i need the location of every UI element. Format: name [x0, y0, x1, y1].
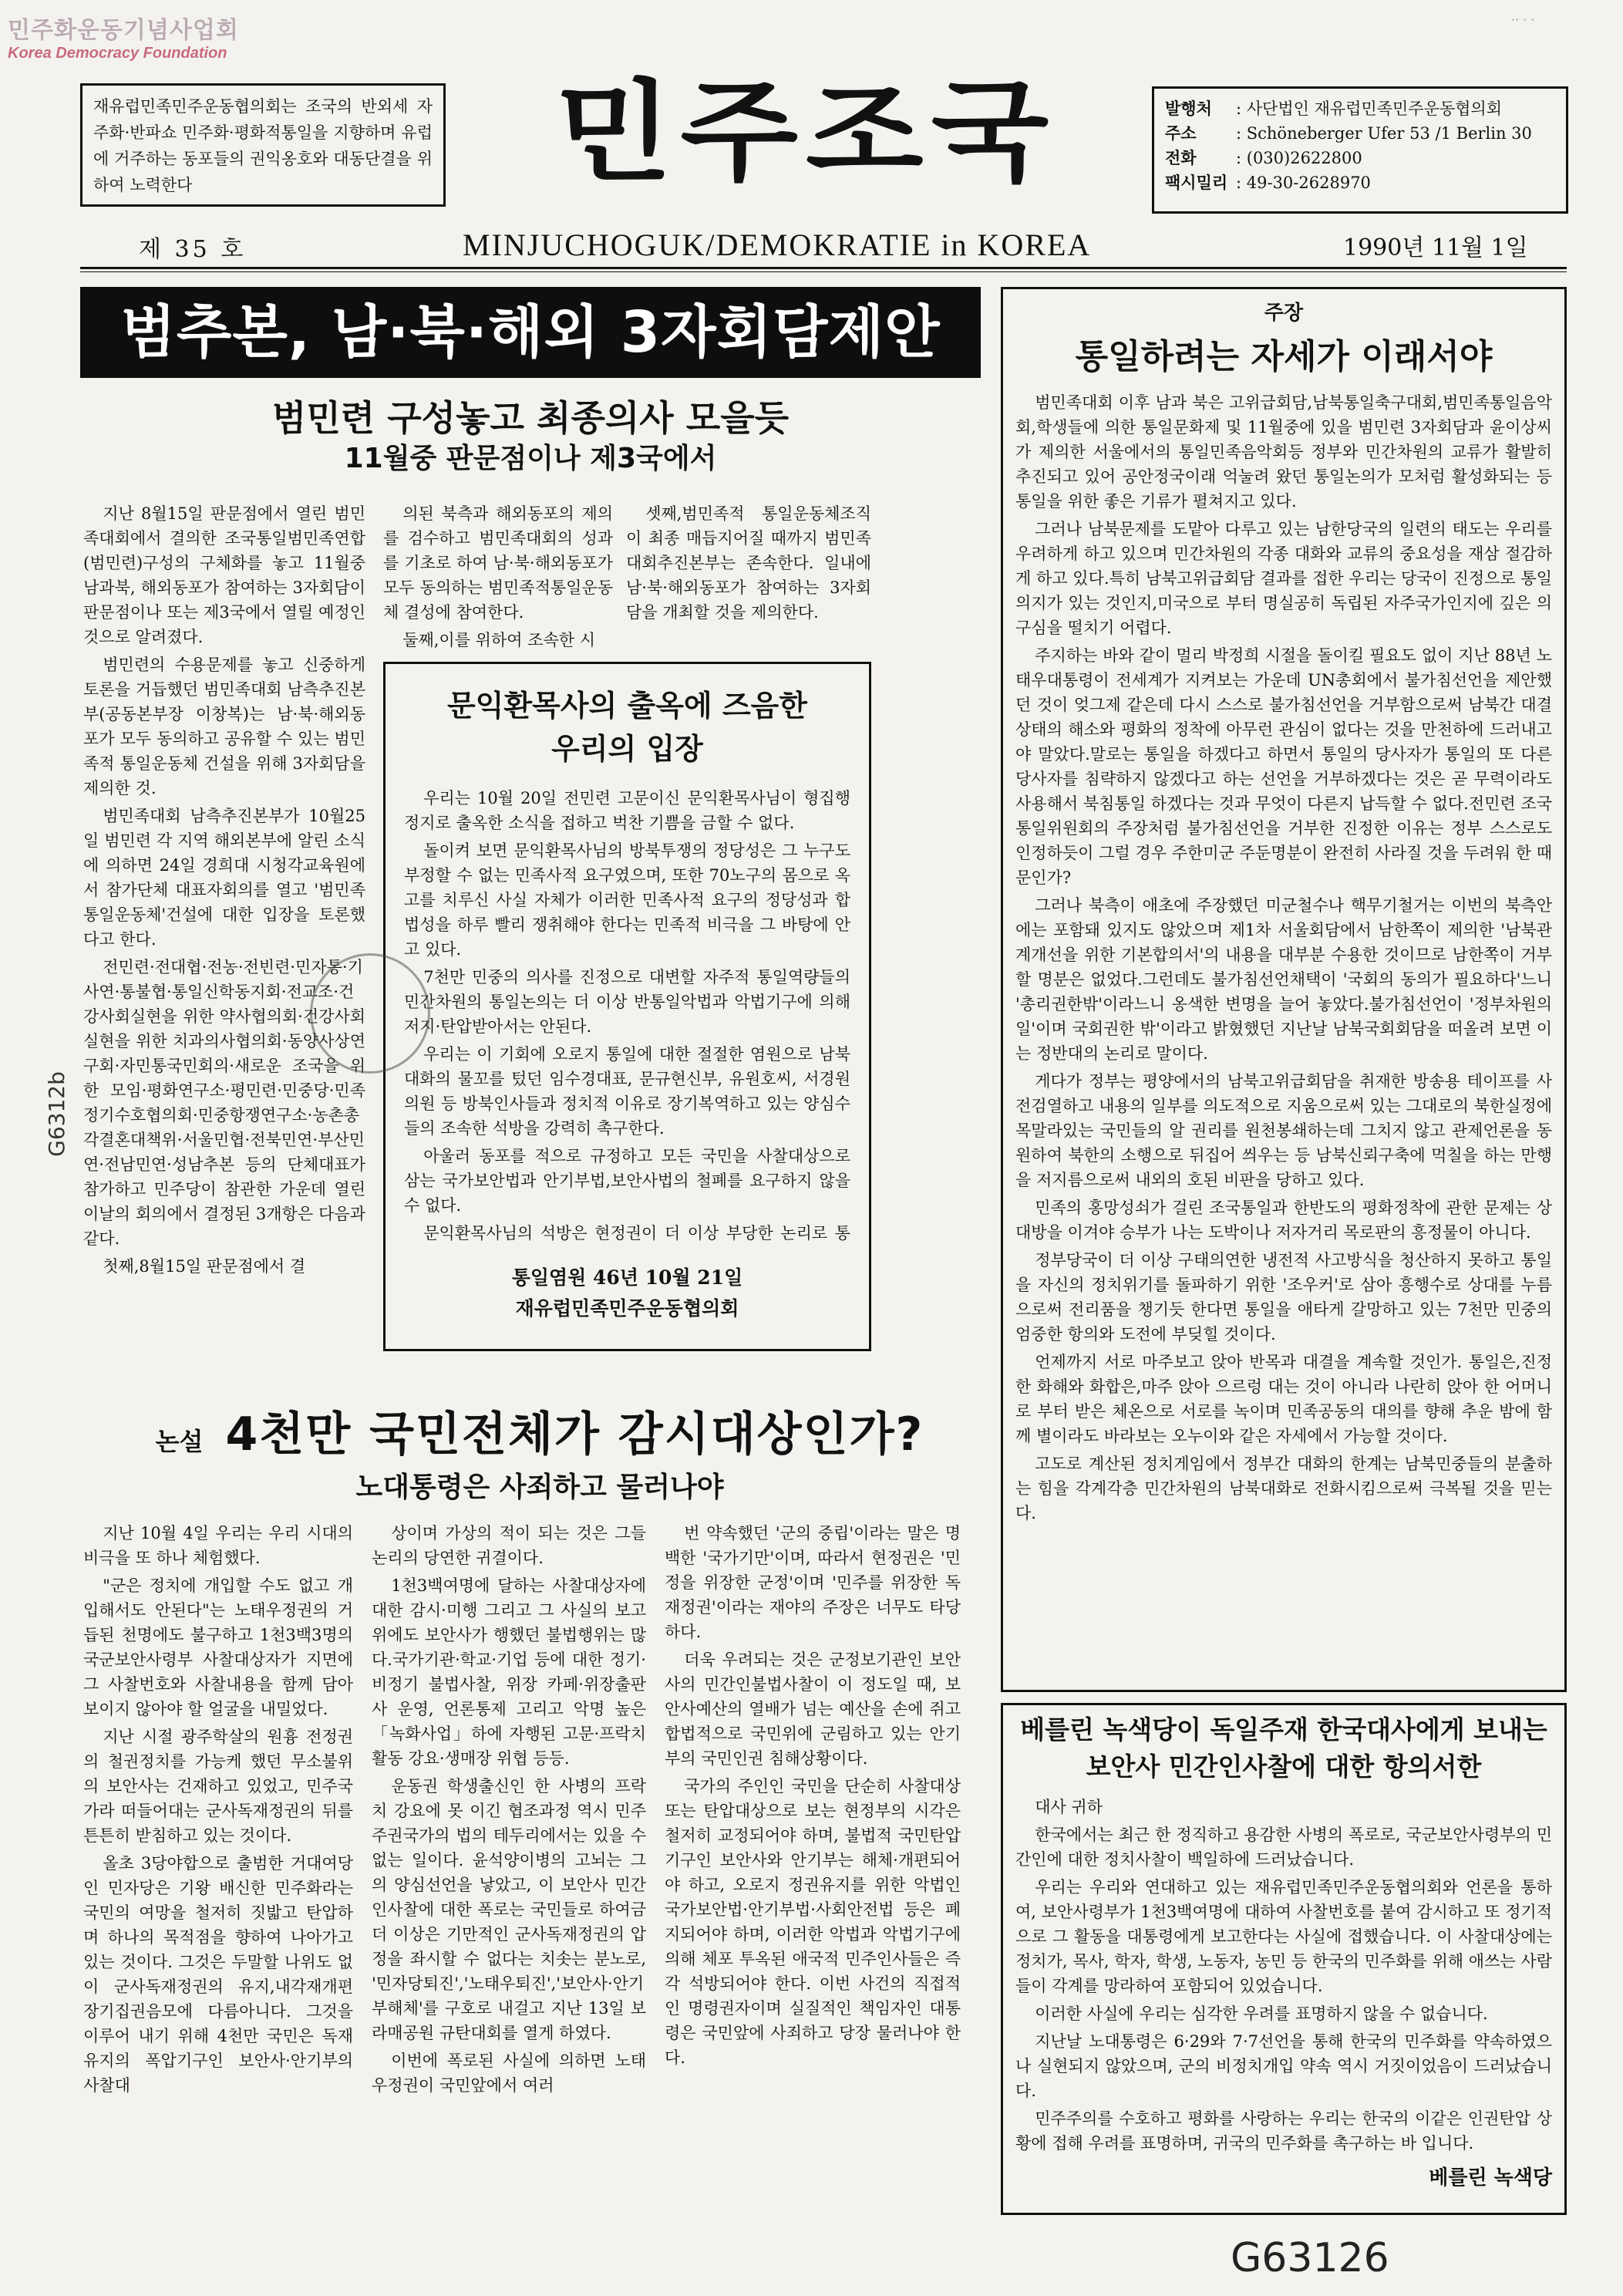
phone-row: 전화 : (030)2622800 — [1165, 148, 1362, 167]
editorial-title: 4천만 국민전체가 감시대상인가? — [225, 1408, 924, 1462]
lead-subhead: 범민련 구성놓고 최종의사 모을듯 — [271, 397, 790, 439]
lead-headline: 범추본, 남·북·해외 3자회담제안 — [80, 287, 981, 378]
lead-column-2: 의된 북측과 해외동포의 제의를 검수하고 범민족대회의 성과를 기초로 하여 남·북·해외동포가 모두 동의하는 범민족적통일운동체 결성에 참여한다. 둘째,이를 위하여 조속한 시 — [383, 504, 613, 649]
editorial-column-2: 상이며 가상의 적이 되는 것은 그들 논리의 당연한 귀결이다. 1천3백여명에 달하는 사찰대상자에 대한 감시·미행 그리고 그 사실의 보고위에도 보안사가 행했던 불법행위는 많다.국가기관·학교·기업 등에 대한 정기·비정기 불법사찰, 위장 카페·위장출판사 운영, 언론통제 고리고 악명 높은 「녹화사업」하에 자행된 고문·프락치활동 강요·생매장 위협 등등. 운동권 학생출신인 한 사병의 프락치 강요에 못 이긴 협조과정 역시 민주주권국가의 법의 테두리에서는 있을 수 없는 일이다. 윤석양이병의 고뇌는 그의 양심선언을 낳았고, 이 보안사 민간인사찰에 대한 폭로는 국민들로 하여금 더 이상은 기만적인 군사독재정권의 압정을 좌시할 수 없다는 치솟는 분노로, '민자당퇴진','노태우퇴진','보안사·안기부해체'를 구호로 내걸고 지난 13일 보라매공원 규탄대회를 열게 하였다. 이번에 폭로된 사실에 의하면 노태우정권이 국민앞에서 여러 — [372, 1524, 646, 2095]
mission-statement: 재유럽민족민주운동협의회는 조국의 반외세 자주화·반파쇼 민주화·평화적통일을 지향하며 유럽에 거주하는 동포들의 권익옹호와 대동단결을 위하여 노력한다 — [80, 83, 446, 207]
publisher-info — [1152, 86, 1568, 214]
address-row: 주소 : Schöneberger Ufer 53 /1 Berlin 30 — [1165, 123, 1532, 143]
foundation-watermark: 민주화운동기념사업회 — [8, 17, 239, 44]
editorial-header — [85, 1397, 995, 1464]
opinion-title: 통일하려는 자세가 이래서야 — [1075, 337, 1493, 376]
opinion-tag: 주장 — [1264, 302, 1304, 325]
foundation-watermark-english: Korea Democracy Foundation — [8, 45, 227, 62]
fax-row: 팩시밀리 : 49-30-2628970 — [1165, 173, 1371, 192]
statement-title: 문익환목사의 출옥에 즈음한 — [447, 689, 807, 723]
editorial-column-1: 지난 10월 4일 우리는 우리 시대의 비극을 또 하나 체험했다. "군은 정치에 개입할 수도 없고 개입해서도 안된다"는 노태우정권의 거듭된 천명에도 불구하고 1천3백3명의 국군보안사령부 사찰대상자가 지면에 그 사찰번호와 사찰내용을 함께 담아 보이지 않아야 할 얼굴을 내밀었다. 지난 시절 광주학살의 원흉 전정권의 철권정치를 가능케 했던 무소불위의 보안사는 건재하고 있었고, 민주국가라 떠들어대는 군사독재정권의 뒤를 튼튼히 받침하고 있는 것이다. 올초 3당야합으로 출범한 거대여당인 민자당은 기왕 배신한 민주화라는 국민의 여망을 철저히 짓밟고 탄압하며 하나의 목적점을 향하여 나아가고 있는 것이다. 그것은 두말할 나위도 없이 군사독재정권의 유지,내각재개편 장기집권음모에 다름아니다. 그것을 이루어 내기 위해 4천만 국민은 독재유지의 폭압기구인 보안사·안기부의 사찰대 — [83, 1524, 353, 2095]
letter-body: 대사 귀하 한국에서는 최근 한 정직하고 용감한 사병의 폭로로, 국군보안사령부의 민간인에 대한 정치사찰이 백일하에 드러났습니다. 우리는 우리와 연대하고 있는 재유럽민족민주운동협의회와 언론을 통하여, 보안사령부가 1천3백여명에 대하여 사찰번호를 붙여 감시하고 또 정기적으로 그 활동을 대통령에게 보고한다는 사실에 접했습니다. 이 사찰대상에는 정치가, 목사, 학자, 학생, 노동자, 농민 등 한국의 민주화를 위해 애쓰는 사람들이 각계를 망라하여 포함되어 있었습니다. 이러한 사실에 우리는 심각한 우려를 표명하지 않을 수 없습니다. 지난날 노대통령은 6·29와 7·7선언을 통해 한국의 민주화를 약속하였으나 실현되지 않았으며, 군의 비정치개입 약속 역시 거짓이었음이 드러났습니다. 민주주의를 수호하고 평화를 사랑하는 우리는 한국의 이같은 인권탄압 상황에 접해 우려를 표명하며, 귀국의 민주화를 촉구하는 바 입니다. — [1015, 1798, 1552, 2153]
publisher-row: 발행처 : 사단법인 재유럽민족민주운동협의회 — [1165, 99, 1503, 118]
statement-body: 우리는 10월 20일 전민련 고문이신 문익환목사님이 형집행정지로 출옥한 소식을 접하고 벅찬 기쁨을 금할 수 없다. 돌이켜 보면 문익환목사님의 방북투쟁의 정당성은 그 누구도 부정할 수 없는 민족사적 요구였으며, 또한 70노구의 몸으로 옥고를 치루신 사실 자체가 이러한 민족사적 요구의 정당성과 합법성을 하루 빨리 쟁취해야 한다는 민족적 비극을 그 바탕에 안고 있다. 7천만 민중의 의사를 진정으로 대변할 자주적 통일역량들의 민간차원의 통일논의는 더 이상 반통일악법과 악법기구에 의해 저지·탄압받아서는 안된다. 우리는 이 기회에 오로지 통일에 대한 절절한 염원으로 남북대화의 물꼬를 텄던 임수경대표, 문규현신부, 유원호씨, 서경원의원 등 방북인사들과 정치적 이유로 장기복역하고 있는 양심수들의 조속한 석방을 강력히 촉구한다. 아울러 동포를 적으로 규정하고 모든 국민을 사찰대상으로 삼는 국가보안법과 안기부법,보안사법의 철폐를 요구하지 않을 수 없다. 문익환목사님의 석방은 현정권이 더 이상 부당한 논리로 통 — [404, 789, 850, 1242]
masthead-rule — [80, 267, 1567, 269]
editorial-tag: 논설 — [155, 1427, 204, 1456]
lead-column-3: 셋째,범민족적 통일운동체조직이 최종 매듭지어질 때까지 범민족대회추진본부는 존속한다. 일내에 남·북·해외동포가 참여하는 3자회담을 개최할 것을 제의한다. — [626, 504, 871, 622]
masthead-english: MINJUCHOGUK/DEMOKRATIE in KOREA — [463, 228, 1092, 262]
archive-stamp — [310, 953, 430, 1074]
letter-title: 베를린 녹색당이 독일주재 한국대사에게 보내는 — [1020, 1714, 1547, 1745]
handwritten-archive-number-bottom: G63126 — [1231, 2235, 1389, 2281]
statement-title-2: 우리의 입장 — [551, 732, 703, 766]
editorial-subtitle: 노대통령은 사죄하고 물러나야 — [355, 1472, 724, 1503]
letter-signature: 베를린 녹색당 — [1429, 2166, 1552, 2190]
editorial-column-3: 번 약속했던 '군의 중립'이라는 말은 명백한 '국가기만'이며, 따라서 현정권은 '민정을 위장한 군정'이며 '민주를 위장한 독재정권'이라는 재야의 주장은 너무도 타당하다. 더욱 우려되는 것은 군정보기관인 보안사의 민간인불법사찰이 이 정도일 때, 보안사예산의 열배가 넘는 예산을 손에 쥐고 합법적으로 국민위에 군림하고 있는 안기부의 국민인권 침해상황이다. 국가의 주인인 국민을 단순히 사찰대상 또는 탄압대상으로 보는 현정부의 시각은 철저히 교정되어야 하며, 불법적 국민탄압기구인 보안사와 안기부는 해체·개편되어야 하고, 오로지 정권유지를 위한 악법인 국가보안법·안기부법·사회안전법 등은 폐지되어야 하며, 이러한 악법과 악법기구에 의해 체포 투옥된 애국적 민주인사들은 즉각 석방되어야 한다. 이번 사건의 직접적인 명령권자이며 실질적인 책임자인 대통령은 국민앞에 사죄하고 당장 물러나야 한다. — [665, 1524, 961, 2067]
statement-box — [383, 662, 871, 1351]
letter-title-2: 보안사 민간인사찰에 대한 항의서한 — [1086, 1752, 1482, 1782]
statement-org: 재유럽민족민주운동협의회 — [515, 1297, 739, 1320]
lead-column-1: 지난 8월15일 판문점에서 열린 범민족대회에서 결의한 조국통일범민족연합(범민련)구성의 구체화를 놓고 11월중 남과북, 해외동포가 참여하는 3자회담이 판문점이나 또는 제3국에서 열릴 예정인 것으로 알려졌다. 범민련의 수용문제를 놓고 신중하게 토론을 거듭했던 범민족대회 남측추진본부(공동본부장 이창복)는 남·북·해외동포가 모두 동의하고 공유할 수 있는 범민족적 통일운동체 건설을 위해 3자회담을 제의한 것. 범민족대회 남측추진본부가 10월25일 범민련 각 지역 해외본부에 알린 소식에 의하면 24일 경희대 시청각교육원에서 참가단체 대표자회의를 열고 '범민족통일운동체'건설에 대한 입장을 토론했다고 한다. 전민련·전대협·전농·전빈련·민자통·기사연·통불협·통일신학동지회·전교조·건강사회실현을 위한 약사협의회·건강사회실현을 위한 치과의사협의회·동양사상연구회·자민통국민회의·새로운 조국을 위한 모임·평화연구소·평민련·민중당·민족정기수호협의회·민중항쟁연구소·농촌총각결혼대책위·서울민협·전북민연·부산민연·전남민연·성남추본 등의 단체대표가 참가하고 민주당이 참관한 가운데 열린 이날의 회의에서 결정된 3개항은 다음과 같다. 첫째,8월15일 판문점에서 결 — [83, 504, 365, 1276]
issue-date: 1990년 11월 1일 — [1343, 234, 1528, 261]
opinion-body: 범민족대회 이후 남과 북은 고위급회담,남북통일축구대회,범민족통일음악회,학생들에 의한 통일문화제 및 11월중에 있을 범민련 3자회담과 윤이상씨가 제의한 서울에서의 통일민족음악회등 정부와 민간차원의 교류가 활발히 추진되고 있어 공안정국이래 억눌려 왔던 통일논의가 모처럼 활성화되는 등 통일을 위한 좋은 기류가 펼쳐지고 있다. 그러나 남북문제를 도맡아 다루고 있는 남한당국의 일련의 태도는 우리를 우려하게 하고 있으며 민간차원의 각종 대화와 교류의 중요성을 재삼 절감하게 하고 있다.특히 남북고위급회담 결과를 접한 우리는 당국이 진정으로 통일의지가 있는 것인지,미국으로 부터 명실공히 독립된 자주국가인지에 깊은 의구심을 떨치기 어렵다. 주지하는 바와 같이 멀리 박정희 시절을 돌이킬 필요도 없이 지난 88년 노태우대통령이 전세계가 지켜보는 가운데 UN총회에서 불가침선언을 제안했던 것이 엊그제 같은데 다시 스스로 불가침선언을 거부함으로써 남북간 대결상태의 해소와 평화의 정착에 아무런 관심이 없다는 것을 만천하에 드러내고야 말았다.말로는 통일을 하겠다고 하면서 통일의 당사자가 통일의 또 다른 당사자를 침략하지 않겠다고 하는 선언을 거부하겠다는 것은 곧 무력이라도 사용해서 북침통일 하겠다는 것과 무엇이 다른지 납득할 수 없다.전민련 조국통일위원회의 주장처럼 불가침선언을 거부한 진정한 이유는 정부 스스로도 인정하듯이 그럴 경우 주한미군 주둔명분이 완전히 사라질 것을 두려워 한 때문인가? 그러나 북측이 애초에 주장했던 미군철수나 핵무기철거는 이번의 북측안에는 포함돼 있지도 않았으며 제1차 서울회담에서 남한쪽이 제의한 '남북관계개선을 위한 기본합의서'의 내용을 대부분 수용한 것이므로 남한쪽이 거부할 명분은 없었다.그런데도 불가침선언채택이 '국회의 동의가 필요하다'느니 '총리권한밖'이라느니 옹색한 변명을 늘어 놓았다.불가침선언이 '정부차원의 일'이며 국회권한 밖'이라고 밝혔했던 지난날 남북국회회담을 떠올려 보면 이는 정반대의 논리로 말이다. 게다가 정부는 평양에서의 남북고위급회담을 취재한 방송용 테이프를 사전검열하고 내용의 일부를 의도적으로 지움으로써 있는 그대로의 북한실정에 목말라있는 국민들의 알 권리를 원천봉쇄하는데 그치지 않고 관제언론을 동원하여 북한의 소행으로 뒤집어 씌우는 등 남북신뢰구축에 먹칠을 하는 만행을 저지름으로써 내외의 호된 비판을 당하고 있다. 민족의 홍망성쇠가 걸린 조국통일과 한반도의 평화정착에 관한 문제는 상대방을 이겨야 승부가 나는 도박이나 저자거리 목로판의 흥정물이 아니다. 정부당국이 더 이상 구태의연한 냉전적 사고방식을 청산하지 못하고 통일을 자신의 정치위기를 돌파하기 위한 '조우커'로 삼아 흥행수로 상대를 누름으로써 전리품을 챙기듯 한다면 통일을 애타게 갈망하고 있는 7천만 민중의 엄중한 항의와 도전에 부딪힐 것이다. 언제까지 서로 마주보고 앉아 반목과 대결을 계속할 것인가. 통일은,진정한 화해와 화합은,마주 앉아 으르렁 대는 것이 아니라 나란히 앉아 한 어머니로 부터 받은 체온으로 서로를 녹이며 민족공동의 대의를 향해 추운 밤에 함께 별이라도 바라보는 오누이와 같은 자세에서 가능할 것이다. 고도로 계산된 정치게임에서 정부간 대화의 한계는 남북민중들의 분출하는 힘을 각계각층 민간차원의 남북대화로 전화시킴으로써 극복될 것을 믿는다. — [1015, 393, 1552, 1522]
masthead-rule-thin — [80, 271, 1567, 272]
issue-number: 제 35 호 — [139, 236, 247, 263]
protest-letter-box — [1001, 1703, 1567, 2215]
statement-date: 통일염원 46년 10월 21일 — [511, 1266, 743, 1289]
opinion-box — [1001, 287, 1567, 1692]
lead-subhead-2: 11월중 판문점이나 제3국에서 — [344, 443, 717, 474]
handwritten-archive-number: G6312b — [43, 1071, 69, 1157]
masthead-title: 민주조국 — [554, 69, 1057, 197]
corner-mark: ·· · · — [1511, 12, 1535, 27]
